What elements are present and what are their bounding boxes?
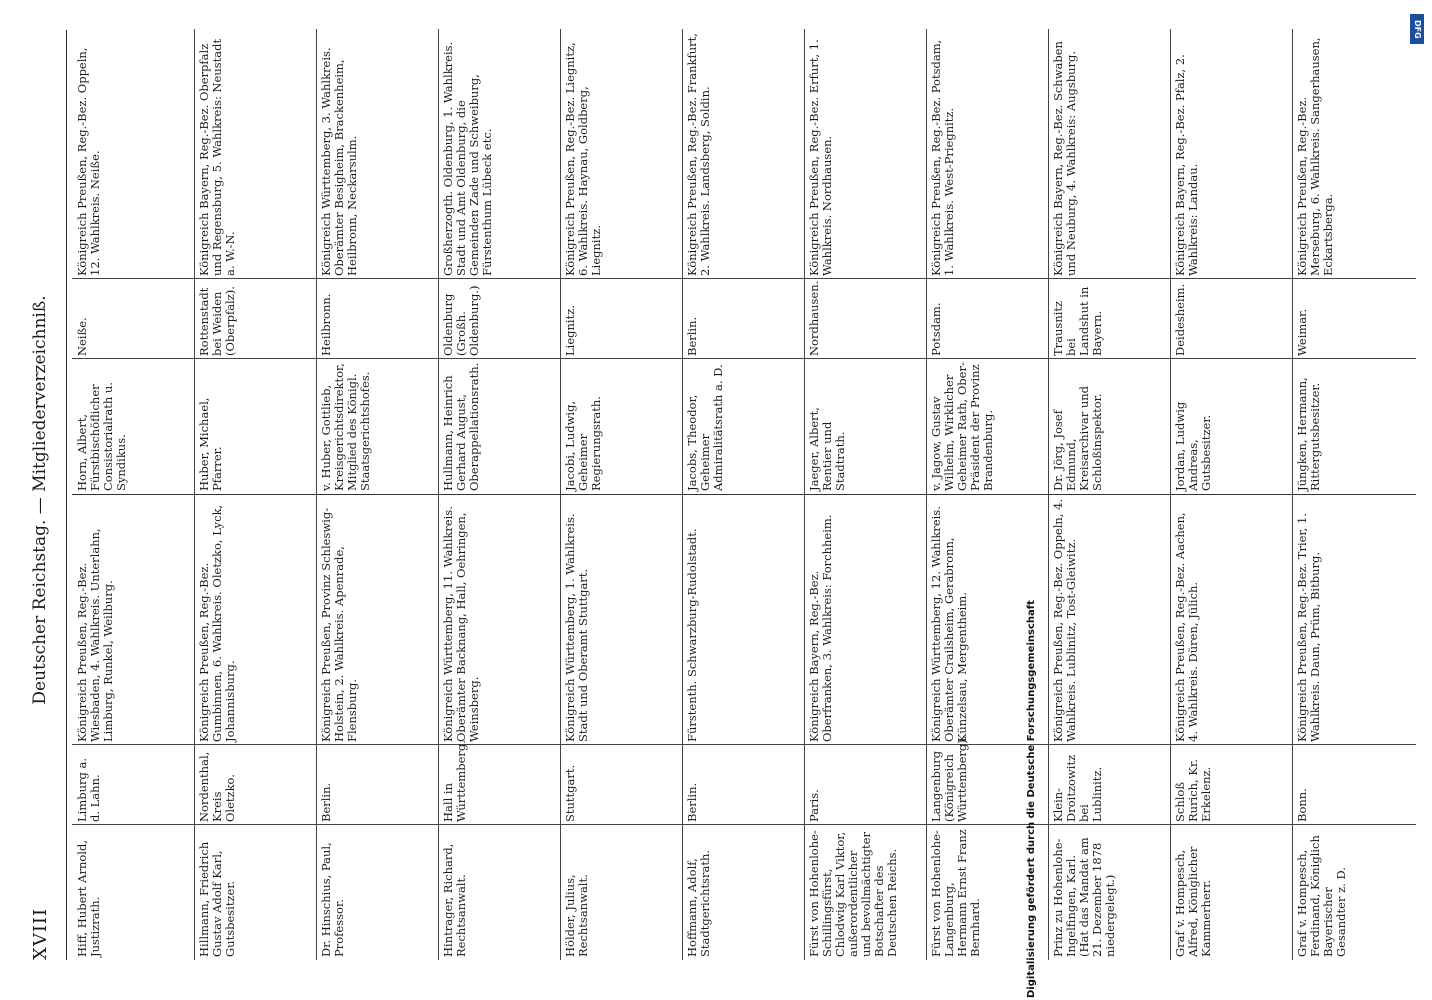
residence: Paris. xyxy=(807,789,821,822)
electoral-district: Königreich Preußen, Reg.-Bez. Frankfurt, 2. Wahlkreis. Landsberg, Soldin. xyxy=(685,33,712,276)
right-column-block xyxy=(72,29,1416,495)
member-name: v. Huber, Gottlieb, Kreisgerichtsdirektor, Mitglied des Königl. Staatsgerichtshofes. xyxy=(319,363,372,491)
electoral-district: Königreich Württemberg, 3. Wahlkreis. Oberämter Besigheim, Brackenheim, Heilbronn, Neckarsulm. xyxy=(319,47,359,276)
residence: Klein-Droitzowitz bei Lublinitz. xyxy=(1051,754,1104,822)
member-name: Fürst von Hohenlohe-Langenburg, Hermann Ernst Franz Bernhard. xyxy=(929,829,982,957)
member-name: v. Jagow, Gustav Wilhelm, Wirklicher Geheimer Rath, Ober-Präsident der Provinz Brandenburg. xyxy=(929,362,995,491)
member-name: Graf v. Hompesch, Ferdinand, Königlich Bayerischer Gesandter z. D. xyxy=(1295,835,1348,957)
electoral-district: Königreich Bayern, Reg.-Bez. Oberfranken, 3. Wahlkreis: Forchheim. xyxy=(807,514,834,742)
member-name: Jordan, Ludwig Andreas, Gutsbesitzer. xyxy=(1173,401,1213,491)
electoral-district: Königreich Preußen, Reg.-Bez. Oppeln, 12. Wahlkreis. Neiße. xyxy=(75,47,102,276)
residence: Trausnitz bei Landshut in Bayern. xyxy=(1051,286,1104,356)
residence: Berlin. xyxy=(685,782,699,822)
residence: Limburg a. d. Lahn. xyxy=(75,757,102,822)
electoral-district: Königreich Preußen, Reg.-Bez. Erfurt, 1. Wahlkreis. Nordhausen. xyxy=(807,39,834,276)
electoral-district: Königreich Preußen, Reg.-Bez. Oppeln, 4. Wahlkreis. Lublinitz, Tost-Gleiwitz. xyxy=(1051,498,1078,742)
electoral-district: Fürstenth. Schwarzburg-Rudolstadt. xyxy=(685,528,699,742)
member-name: Hullmann, Heinrich Gerhard August, Oberappellationsrath. xyxy=(441,362,481,491)
member-name: Fürst von Hohenlohe-Schillingsfürst, Chlodwig Karl Viktor, außerordentlicher und bevollmächtigter Botschafter des Deutschen Reichs. xyxy=(807,830,899,957)
electoral-district: Königreich Preußen, Provinz Schleswig-Holstein, 2. Wahlkreis. Apenrade, Flensburg. xyxy=(319,507,359,742)
member-name: Dr. Jörg, Josef Edmund, Kreisarchivar und Schloßinspektor. xyxy=(1051,385,1104,491)
row-divider xyxy=(560,495,561,960)
electoral-district: Großherzogth. Oldenburg, 1. Wahlkreis. Stadt und Amt Oldenburg, die Gemeinden Zade und Schweiburg, Fürstenthum Lübeck etc. xyxy=(441,41,494,276)
residence: Nordhausen. xyxy=(807,280,821,356)
member-name: Hillmann, Friedrich Gustav Adolf Karl, Gutsbesitzer. xyxy=(197,841,237,957)
residence: Rottenstadt bei Weiden (Oberpfalz). xyxy=(197,286,237,356)
right-column-line xyxy=(72,278,1416,279)
left-column-line xyxy=(72,744,1416,745)
residence: Oldenburg (Großh. Oldenburg.) xyxy=(441,285,481,356)
electoral-district: Königreich Württemberg, 1. Wahlkreis. Stadt und Oberamt Stuttgart. xyxy=(563,513,590,742)
electoral-district: Königreich Preußen, Reg.-Bez. Trier, 1. Wahlkreis. Daun, Prüm, Bitburg. xyxy=(1295,513,1322,742)
row-divider xyxy=(1292,495,1293,960)
residence: Stuttgart. xyxy=(563,764,577,822)
row-divider xyxy=(926,29,927,494)
electoral-district: Königreich Bayern, Reg.-Bez. Pfalz, 2. Wahlkreis: Landau. xyxy=(1173,54,1200,276)
member-name: Jüngken, Hermann, Rittergutsbesitzer. xyxy=(1295,377,1322,491)
electoral-district: Königreich Preußen, Reg.-Bez. Gumbinnen, 6. Wahlkreis. Oletzko, Lyck, Johannisburg. xyxy=(197,504,237,742)
electoral-district: Königreich Württemberg, 12. Wahlkreis. Oberämter Crailsheim, Gerabronn, Künzelsau, Mergentheim. xyxy=(929,506,969,742)
residence: Nordenthal, Kreis Oletzko. xyxy=(197,751,237,822)
electoral-district: Königreich Preußen, Reg.-Bez. Liegnitz, 6. Wahlkreis. Haynau, Goldberg, Liegnitz. xyxy=(563,42,603,276)
electoral-district: Königreich Preußen, Reg.-Bez. Wiesbaden, 4. Wahlkreis. Unterlahn, Limburg, Runkel, Weilburg. xyxy=(75,528,115,742)
left-column-line xyxy=(72,824,1416,825)
residence: Berlin. xyxy=(319,782,333,822)
residence: Weimar. xyxy=(1295,308,1309,356)
members-table xyxy=(66,30,1416,960)
row-divider xyxy=(194,29,195,494)
row-divider xyxy=(1048,495,1049,960)
residence: Langenburg (Königreich Württemberg). xyxy=(929,735,969,822)
residence: Neiße. xyxy=(75,317,89,356)
row-divider xyxy=(194,495,195,960)
row-divider xyxy=(438,495,439,960)
row-divider xyxy=(1048,29,1049,494)
member-name: Jacobi, Ludwig, Geheimer Regierungsrath. xyxy=(563,396,603,491)
member-name: Hoffmann, Adolf, Stadtgerichtsrath. xyxy=(685,849,712,957)
residence: Deidesheim. xyxy=(1173,283,1187,356)
residence: Heilbronn. xyxy=(319,293,333,356)
member-name: Hintrager, Richard, Rechtsanwalt. xyxy=(441,843,468,957)
credit-text: Digitalisierung gefördert durch die Deutsche Forschungsgemeinschaft xyxy=(1026,600,1038,998)
residence: Potsdam. xyxy=(929,302,943,356)
member-name: Jacobs, Theodor, Geheimer Admiralitätsrath a. D. xyxy=(685,364,725,491)
member-name: Hiff, Hubert Arnold, Justizrath. xyxy=(75,840,102,957)
row-divider xyxy=(804,495,805,960)
top-rule xyxy=(66,30,67,960)
member-name: Graf v. Hompesch, Alfred, Königlicher Kammerherr. xyxy=(1173,846,1213,957)
residence: Hall in Württemberg. xyxy=(441,740,468,822)
row-divider xyxy=(1292,29,1293,494)
dfg-logo: DFG xyxy=(1410,14,1424,44)
row-divider xyxy=(926,495,927,960)
row-divider xyxy=(560,29,561,494)
member-name: Horn, Albert, Fürstbischöflicher Consistorialrath u. Syndikus. xyxy=(75,382,128,491)
member-name: Dr. Hinschius, Paul, Professor. xyxy=(319,842,346,957)
member-name: Huber, Michael, Pfarrer. xyxy=(197,397,224,491)
electoral-district: Königreich Preußen, Reg.-Bez. Aachen, 4. Wahlkreis. Düren, Jülich. xyxy=(1173,512,1200,742)
running-head: Deutscher Reichstag. — Mitgliederverzeichniß. xyxy=(30,295,50,705)
residence: Berlin. xyxy=(685,316,699,356)
row-divider xyxy=(682,29,683,494)
member-name: Jaeger, Albert, Rentier und Stadtrath. xyxy=(807,407,847,491)
electoral-district: Königreich Württemberg, 11. Wahlkreis. Oberämter Backnang, Hall, Oehringen, Weinsberg. xyxy=(441,506,481,742)
left-column-block xyxy=(72,495,1416,960)
row-divider xyxy=(316,495,317,960)
electoral-district: Königreich Preußen, Reg.-Bez. Potsdam, 1. Wahlkreis. West-Priegnitz. xyxy=(929,39,956,276)
row-divider xyxy=(804,29,805,494)
residence: Bonn. xyxy=(1295,788,1309,822)
right-column-line xyxy=(72,358,1416,359)
row-divider xyxy=(1170,29,1171,494)
row-divider xyxy=(438,29,439,494)
residence: Schloß Rurich, Kr. Erkelenz. xyxy=(1173,759,1213,822)
electoral-district: Königreich Preußen, Reg.-Bez. Merseburg, 6. Wahlkreis. Sangerhausen, Eckartsberga. xyxy=(1295,37,1335,276)
row-divider xyxy=(316,29,317,494)
electoral-district: Königreich Bayern, Reg.-Bez. Oberpfalz und Regensburg, 5. Wahlkreis: Neustadt a. W.-N. xyxy=(197,38,237,276)
member-name: Prinz zu Hohenlohe-Ingelfingen, Karl. (Hat das Mandat am 21. Dezember 1878 niedergelegt.) xyxy=(1051,837,1117,957)
row-divider xyxy=(1170,495,1171,960)
electoral-district: Königreich Bayern, Reg.-Bez. Schwaben und Neuburg, 4. Wahlkreis: Augsburg. xyxy=(1051,41,1078,276)
page-number: XVIII xyxy=(30,907,51,960)
row-divider xyxy=(682,495,683,960)
member-name: Hölder, Julius, Rechtsanwalt. xyxy=(563,874,590,957)
residence: Liegnitz. xyxy=(563,305,577,356)
